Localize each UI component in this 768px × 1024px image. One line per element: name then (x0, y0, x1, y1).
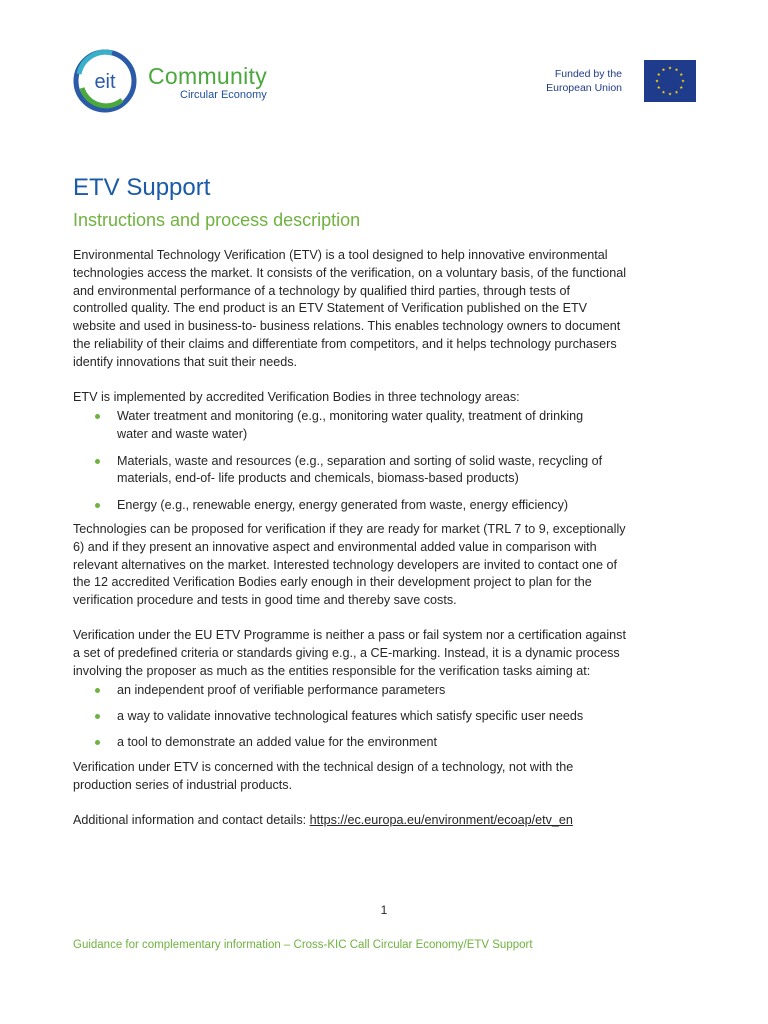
list-item-line: Materials, waste and resources (e.g., separation and sorting of solid waste, recycling of (117, 453, 603, 468)
intro-paragraph (73, 247, 703, 372)
verification-paragraph (73, 627, 703, 680)
list-item-line: Water treatment and monitoring (e.g., monitoring water quality, treatment of drinking (117, 409, 584, 423)
intro-line: website and used in business-to- business relations. This enables technology owners to document (73, 319, 621, 334)
logo-community-text: Community (148, 63, 268, 89)
logo-sub-text: Circular Economy (180, 89, 267, 101)
bullet-dot-icon (95, 688, 100, 693)
intro-line: identify innovations that suit their needs. (73, 354, 298, 369)
verif-line: involving the proposer as much as the entities responsible for the verification tasks aiming at: (73, 663, 591, 678)
tech-line: the 12 accredited Verification Bodies early enough in their development project to plan for the (73, 575, 592, 590)
tech-line: verification procedure and tests in good time and thereby save costs. (73, 593, 457, 608)
intro-line: the reliability of their claims and differentiate from competitors, and it helps technology purchasers (73, 336, 617, 351)
logo-wordmark (148, 64, 267, 102)
list-item (73, 734, 703, 752)
bullet-dot-icon (95, 459, 100, 464)
list-item (73, 682, 703, 700)
list-item (73, 708, 703, 726)
page-title: ETV Support (73, 174, 211, 201)
tech-line: relevant alternatives on the market. Interested technology developers are invited to contact one of (73, 557, 617, 572)
verif-line: Verification under the EU ETV Programme is neither a pass or fail system nor a certification against (73, 628, 626, 642)
contact-line (73, 812, 703, 830)
bullet-dot-icon (95, 503, 100, 508)
design-line: Verification under ETV is concerned with the technical design of a technology, not with the (73, 760, 574, 774)
bullet-dot-icon (95, 740, 100, 745)
areas-intro: ETV is implemented by accredited Verification Bodies in three technology areas: (73, 390, 520, 404)
list-item-line: materials, end-of- life products and chemicals, biomass-based products) (117, 471, 519, 486)
eit-logo-mark-icon (72, 48, 138, 114)
list-item-line: water and waste water) (117, 426, 248, 441)
intro-line: controlled quality. The end product is an ETV Statement of Verification published on the ETV (73, 301, 588, 316)
tech-line: Technologies can be proposed for verification if they are ready for market (TRL 7 to 9, exceptionally (73, 522, 626, 536)
logo-mark-text: eit (94, 71, 116, 93)
funded-line-2: European Union (546, 82, 622, 94)
list-item-text: an independent proof of verifiable performance parameters (117, 683, 446, 697)
intro-line: Environmental Technology Verification (ETV) is a tool designed to help innovative environmental (73, 248, 608, 262)
page-subtitle: Instructions and process description (73, 210, 361, 230)
eu-funding-badge (530, 60, 700, 104)
eit-community-logo (72, 48, 302, 114)
eu-flag-icon (644, 60, 696, 102)
list-item (73, 497, 703, 515)
page-footer: Guidance for complementary information – Cross-KIC Call Circular Economy/ETV Support (73, 939, 533, 951)
list-item-text: a way to validate innovative technological features which satisfy specific user needs (117, 708, 584, 723)
intro-line: technologies access the market. It consists of the verification, on a voluntary basis, of the functional (73, 265, 627, 280)
design-paragraph (73, 759, 703, 795)
contact-link[interactable]: https://ec.europa.eu/environment/ecoap/etv_en (309, 813, 573, 827)
design-line: production series of industrial products. (73, 777, 293, 792)
page-number: 1 (380, 903, 388, 917)
list-item-line: Energy (e.g., renewable energy, energy generated from waste, energy efficiency) (117, 498, 569, 513)
bullet-dot-icon (95, 414, 100, 419)
list-item-text: a tool to demonstrate an added value for the environment (117, 734, 437, 749)
funded-text (546, 67, 622, 95)
intro-line: and environmental performance of a technology by qualified third parties, through tests of (73, 283, 571, 298)
bullet-dot-icon (95, 714, 100, 719)
technologies-paragraph (73, 521, 703, 610)
aims-list (73, 682, 703, 751)
areas-list (73, 408, 703, 515)
verif-line: a set of predefined criteria or standards giving e.g., a CE-marking. Instead, it is a dynamic process (73, 645, 620, 660)
contact-label: Additional information and contact details: (73, 813, 307, 827)
tech-line: 6) and if they present an innovative aspect and environmental added value in comparison with (73, 539, 597, 554)
funded-line-1: Funded by the (554, 68, 622, 80)
list-item (73, 408, 703, 444)
list-item (73, 453, 703, 489)
